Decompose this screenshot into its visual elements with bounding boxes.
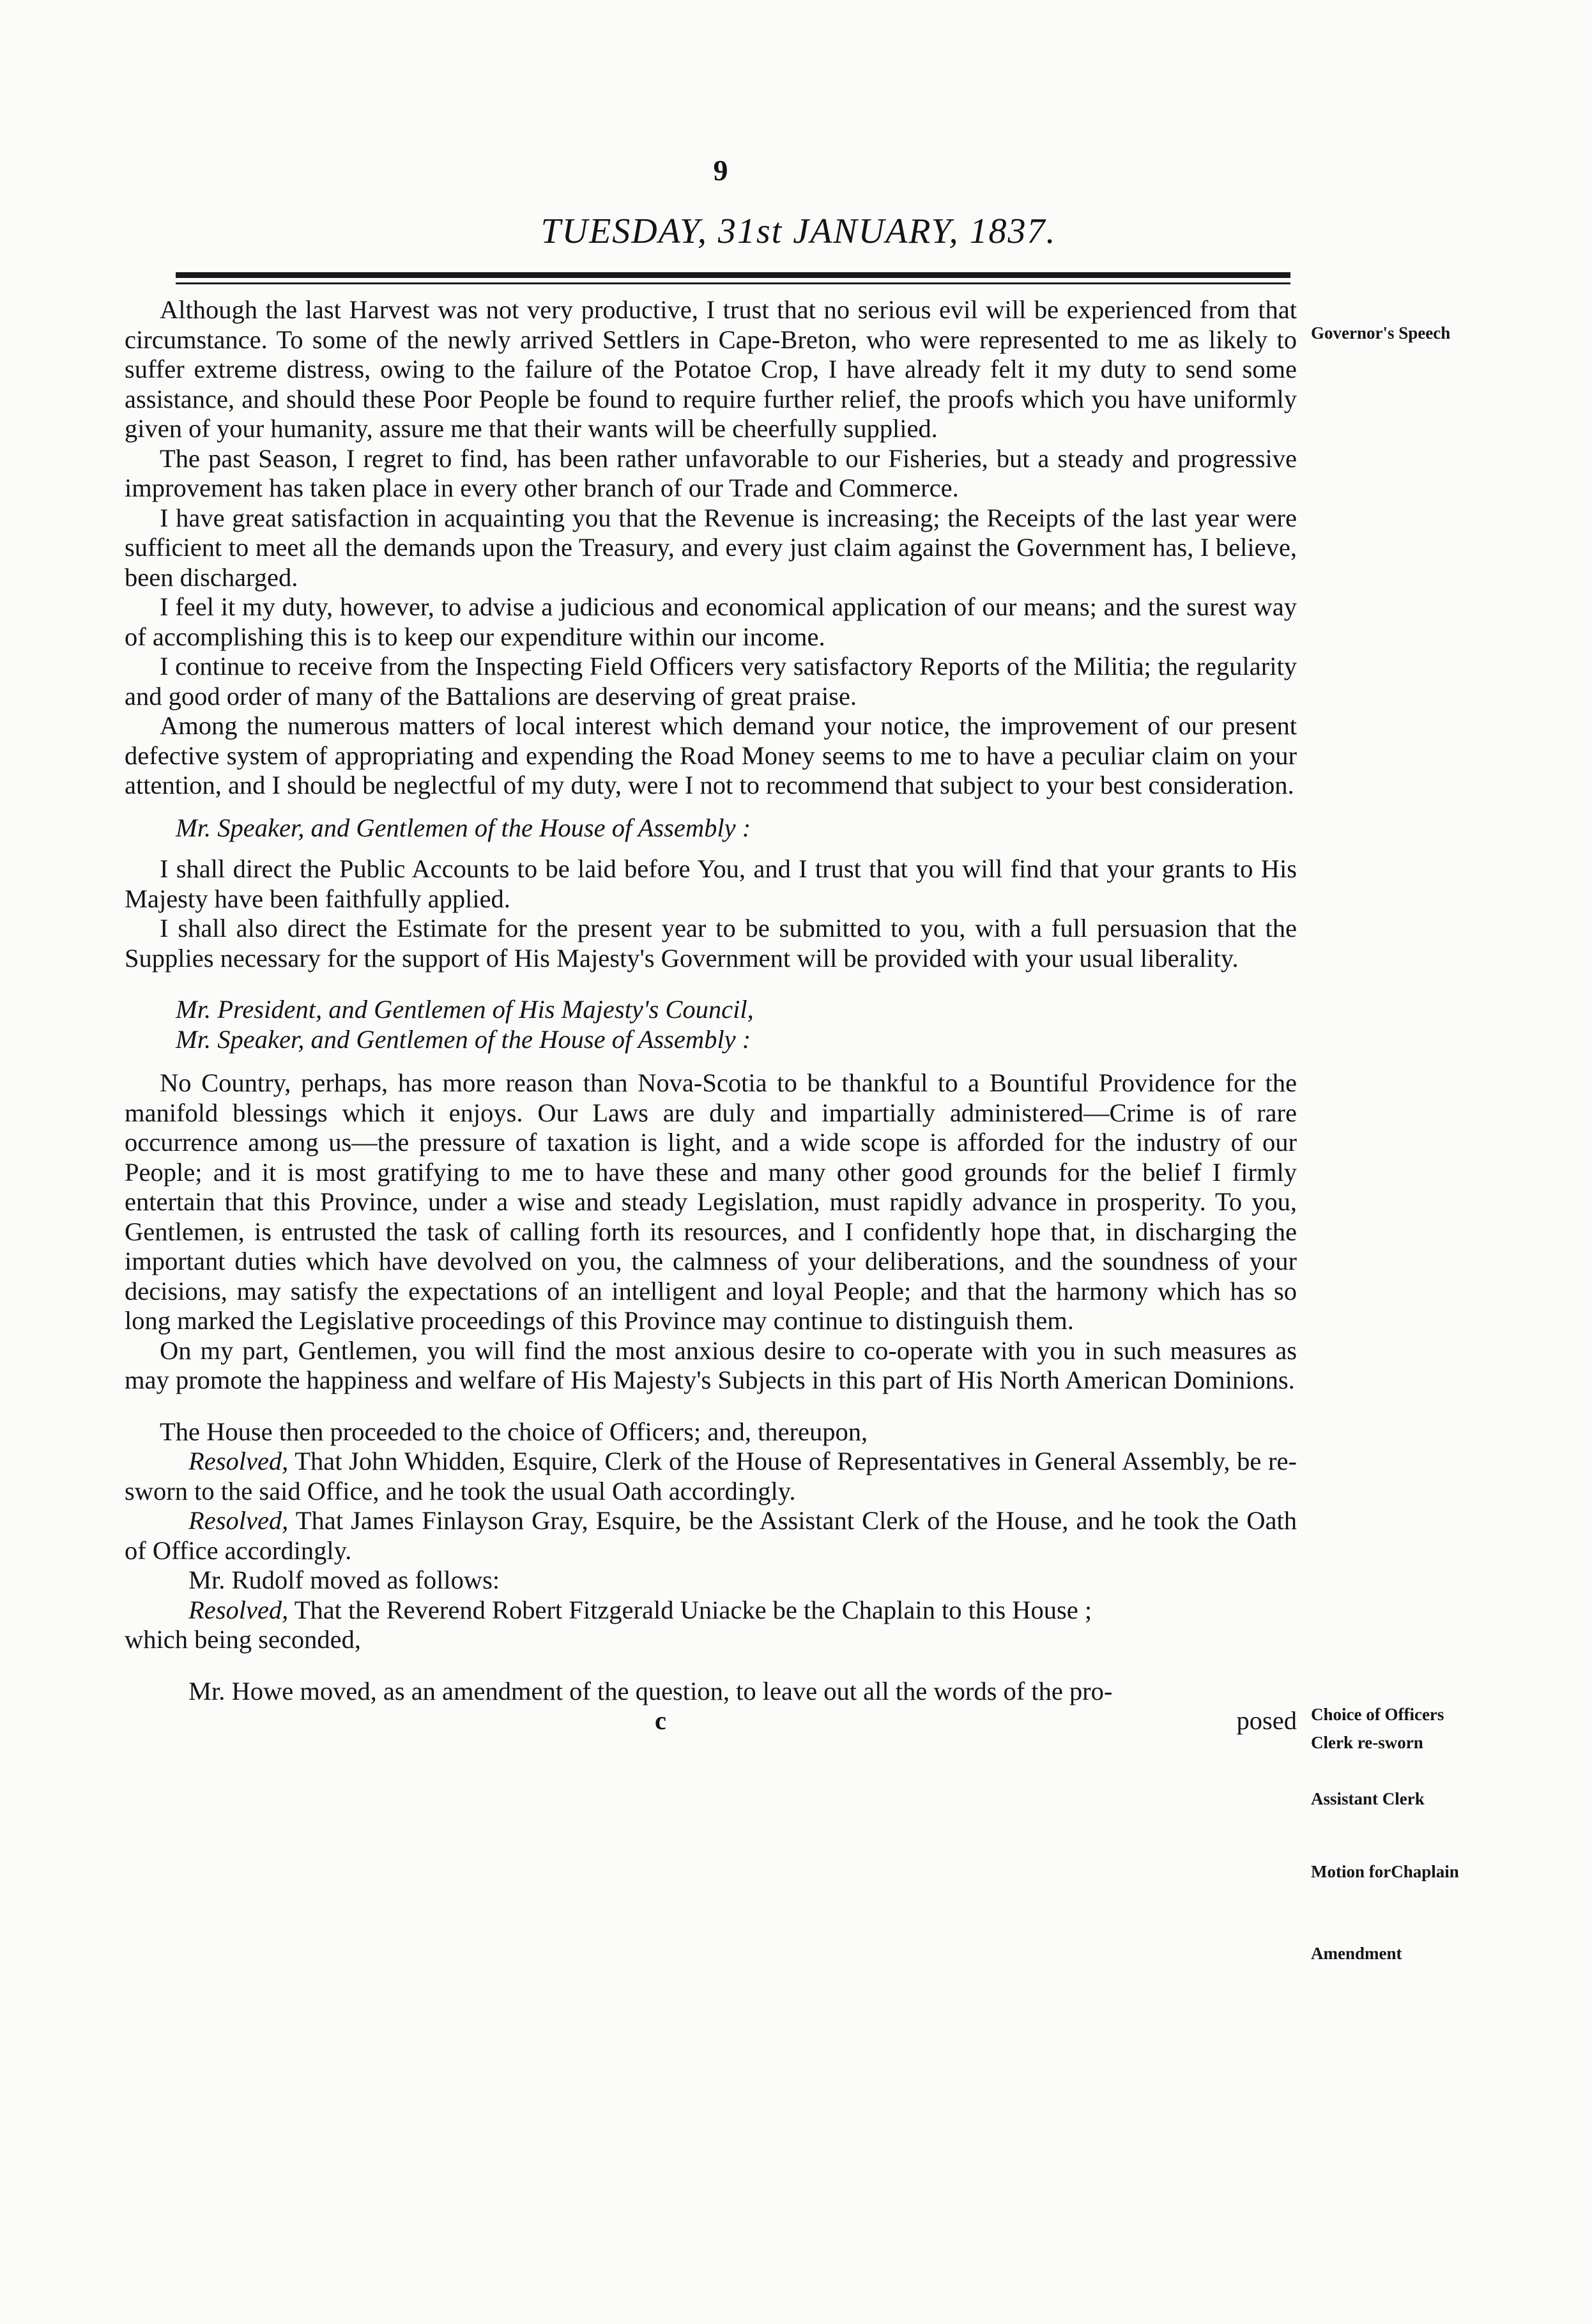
paragraph-co-operate: On my part, Gentlemen, you will find the most anxious desire to co-operate with you in such measures as may promote the happiness and welfare of His Majesty's Subjects in this part of His North American Dominions. [125,1335,1297,1394]
signature-mark: c [655,1706,666,1735]
header-rule-thin [176,282,1290,284]
page-footer [125,1706,1297,1733]
page-mark: 9 [713,154,728,187]
header-rule-thick [176,272,1290,278]
address-president-and-speaker [125,995,1297,1054]
paragraph-choice-of-officers: The House then proceeded to the choice of Officers; and, thereupon, [160,1417,868,1446]
address-speaker-second: Mr. Speaker, and Gentlemen of the House of Assembly : [176,1024,751,1054]
margin-note-amendment: Amendment [1311,1944,1402,1963]
paragraph-resolved-assistant-clerk [125,1506,1297,1566]
paragraph-rudolf-motion: Mr. Rudolf moved as follows: [188,1566,500,1594]
paragraph-harvest: Although the last Harvest was not very productive, I trust that no serious evil will be experienced from that circumstance. To some of the newly arrived Settlers in Cape-Breton, who were represented to me as likely to suffer extreme distress, owing to the failure of the Potatoe Crop, I have already felt it my duty to send some assistance, and should these Poor People be found to require further relief, the proofs which you have uniformly given of your humanity, assure me that their wants will be cheerfully supplied. [125,295,1297,443]
margin-note-choice-of-officers: Choice of Officers [1311,1705,1444,1724]
paragraph-estimate: I shall also direct the Estimate for the present year to be submitted to you, with a full persuasion that the Supplies necessary for the support of His Majesty's Government will be provided with your usual liberality. [125,914,1297,973]
margin-note-governors-speech: Governor's Speech [1311,323,1451,342]
paragraph-road-money: Among the numerous matters of local interest which demand your notice, the improvement of our present defective system of appropriating and expending the Road Money seems to me to have a peculiar claim on your attention, and I should be neglectful of my duty, were I not to recommend that subject to your best consideration. [125,711,1297,799]
margin-note-motion-for-chaplain: Motion forChaplain [1311,1862,1459,1881]
catchword: posed [1236,1706,1297,1735]
paragraph-nova-scotia: No Country, perhaps, has more reason than Nova-Scotia to be thankful to a Bountiful Providence for the manifold blessings which it enjoys. Our Laws are duly and impartially administered—Crime is of rare occurrence among us—the pressure of taxation is light, and a wide scope is afforded for the industry of our People; and it is most gratifying to me to have these and many other good grounds for the belief I firmly entertain that this Province, under a wise and steady Legislation, must rapidly advance in prosperity. To you, Gentlemen, is entrusted the task of calling forth its resources, and I confidently hope that, in discharging the important duties which have devolved on you, the calmness of your deliberations, and the soundness of your decisions, may satisfy the expectations of an intelligent and loyal People; and that the harmony which has so long marked the Legislative proceedings of this Province may continue to distinguish them. [125,1068,1297,1335]
margin-note-clerk-re-sworn: Clerk re-sworn [1311,1733,1423,1752]
margin-note-assistant-clerk: Assistant Clerk [1311,1789,1425,1808]
paragraph-public-accounts: I shall direct the Public Accounts to be laid before You, and I trust that you will find that your grants to His Majesty have been faithfully applied. [125,854,1297,913]
page-date-header: TUESDAY, 31st JANUARY, 1837. [540,212,1057,251]
address-speaker: Mr. Speaker, and Gentlemen of the House of Assembly : [176,813,751,842]
paragraph-howe-amendment: Mr. Howe moved, as an amendment of the question, to leave out all the words of the pro- [188,1676,1113,1705]
paragraph-fisheries: The past Season, I regret to find, has been rather unfavorable to our Fisheries, but a steady and progressive improvement has taken place in every other branch of our Trade and Commerce. [125,443,1297,502]
paragraph-revenue: I have great satisfaction in acquainting you that the Revenue is increasing; the Receipts of the last year were sufficient to meet all the demands upon the Treasury, and every just claim against the Government has, I believe, been discharged. [125,503,1297,592]
paragraph-seconded: which being seconded, [125,1625,362,1654]
resolved-label: Resolved, [188,1506,289,1535]
paragraph-resolved-clerk [125,1447,1297,1506]
document-body [125,295,1297,1733]
address-president: Mr. President, and Gentlemen of His Majesty's Council, [176,995,754,1024]
resolved-label: Resolved, [188,1595,289,1624]
resolved-label: Resolved, [188,1447,289,1475]
paragraph-resolved-chaplain [125,1596,1297,1626]
paragraph-militia: I continue to receive from the Inspecting Field Officers very satisfactory Reports of the Militia; the regularity and good order of many of the Battalions are deserving of great praise. [125,652,1297,711]
resolved-assistant-clerk-text: That James Finlayson Gray, Esquire, be the Assistant Clerk of the House, and he took the Oath of Office accordingly. [125,1506,1297,1565]
resolved-chaplain-text: That the Reverend Robert Fitzgerald Uniacke be the Chaplain to this House ; [288,1595,1092,1624]
resolved-clerk-text: That John Whidden, Esquire, Clerk of the House of Representatives in General Assembly, be re-sworn to the said Office, and he took the usual Oath accordingly. [125,1447,1297,1505]
paragraph-economy: I feel it my duty, however, to advise a judicious and economical application of our means; and the surest way of accomplishing this is to keep our expenditure within our income. [125,592,1297,651]
